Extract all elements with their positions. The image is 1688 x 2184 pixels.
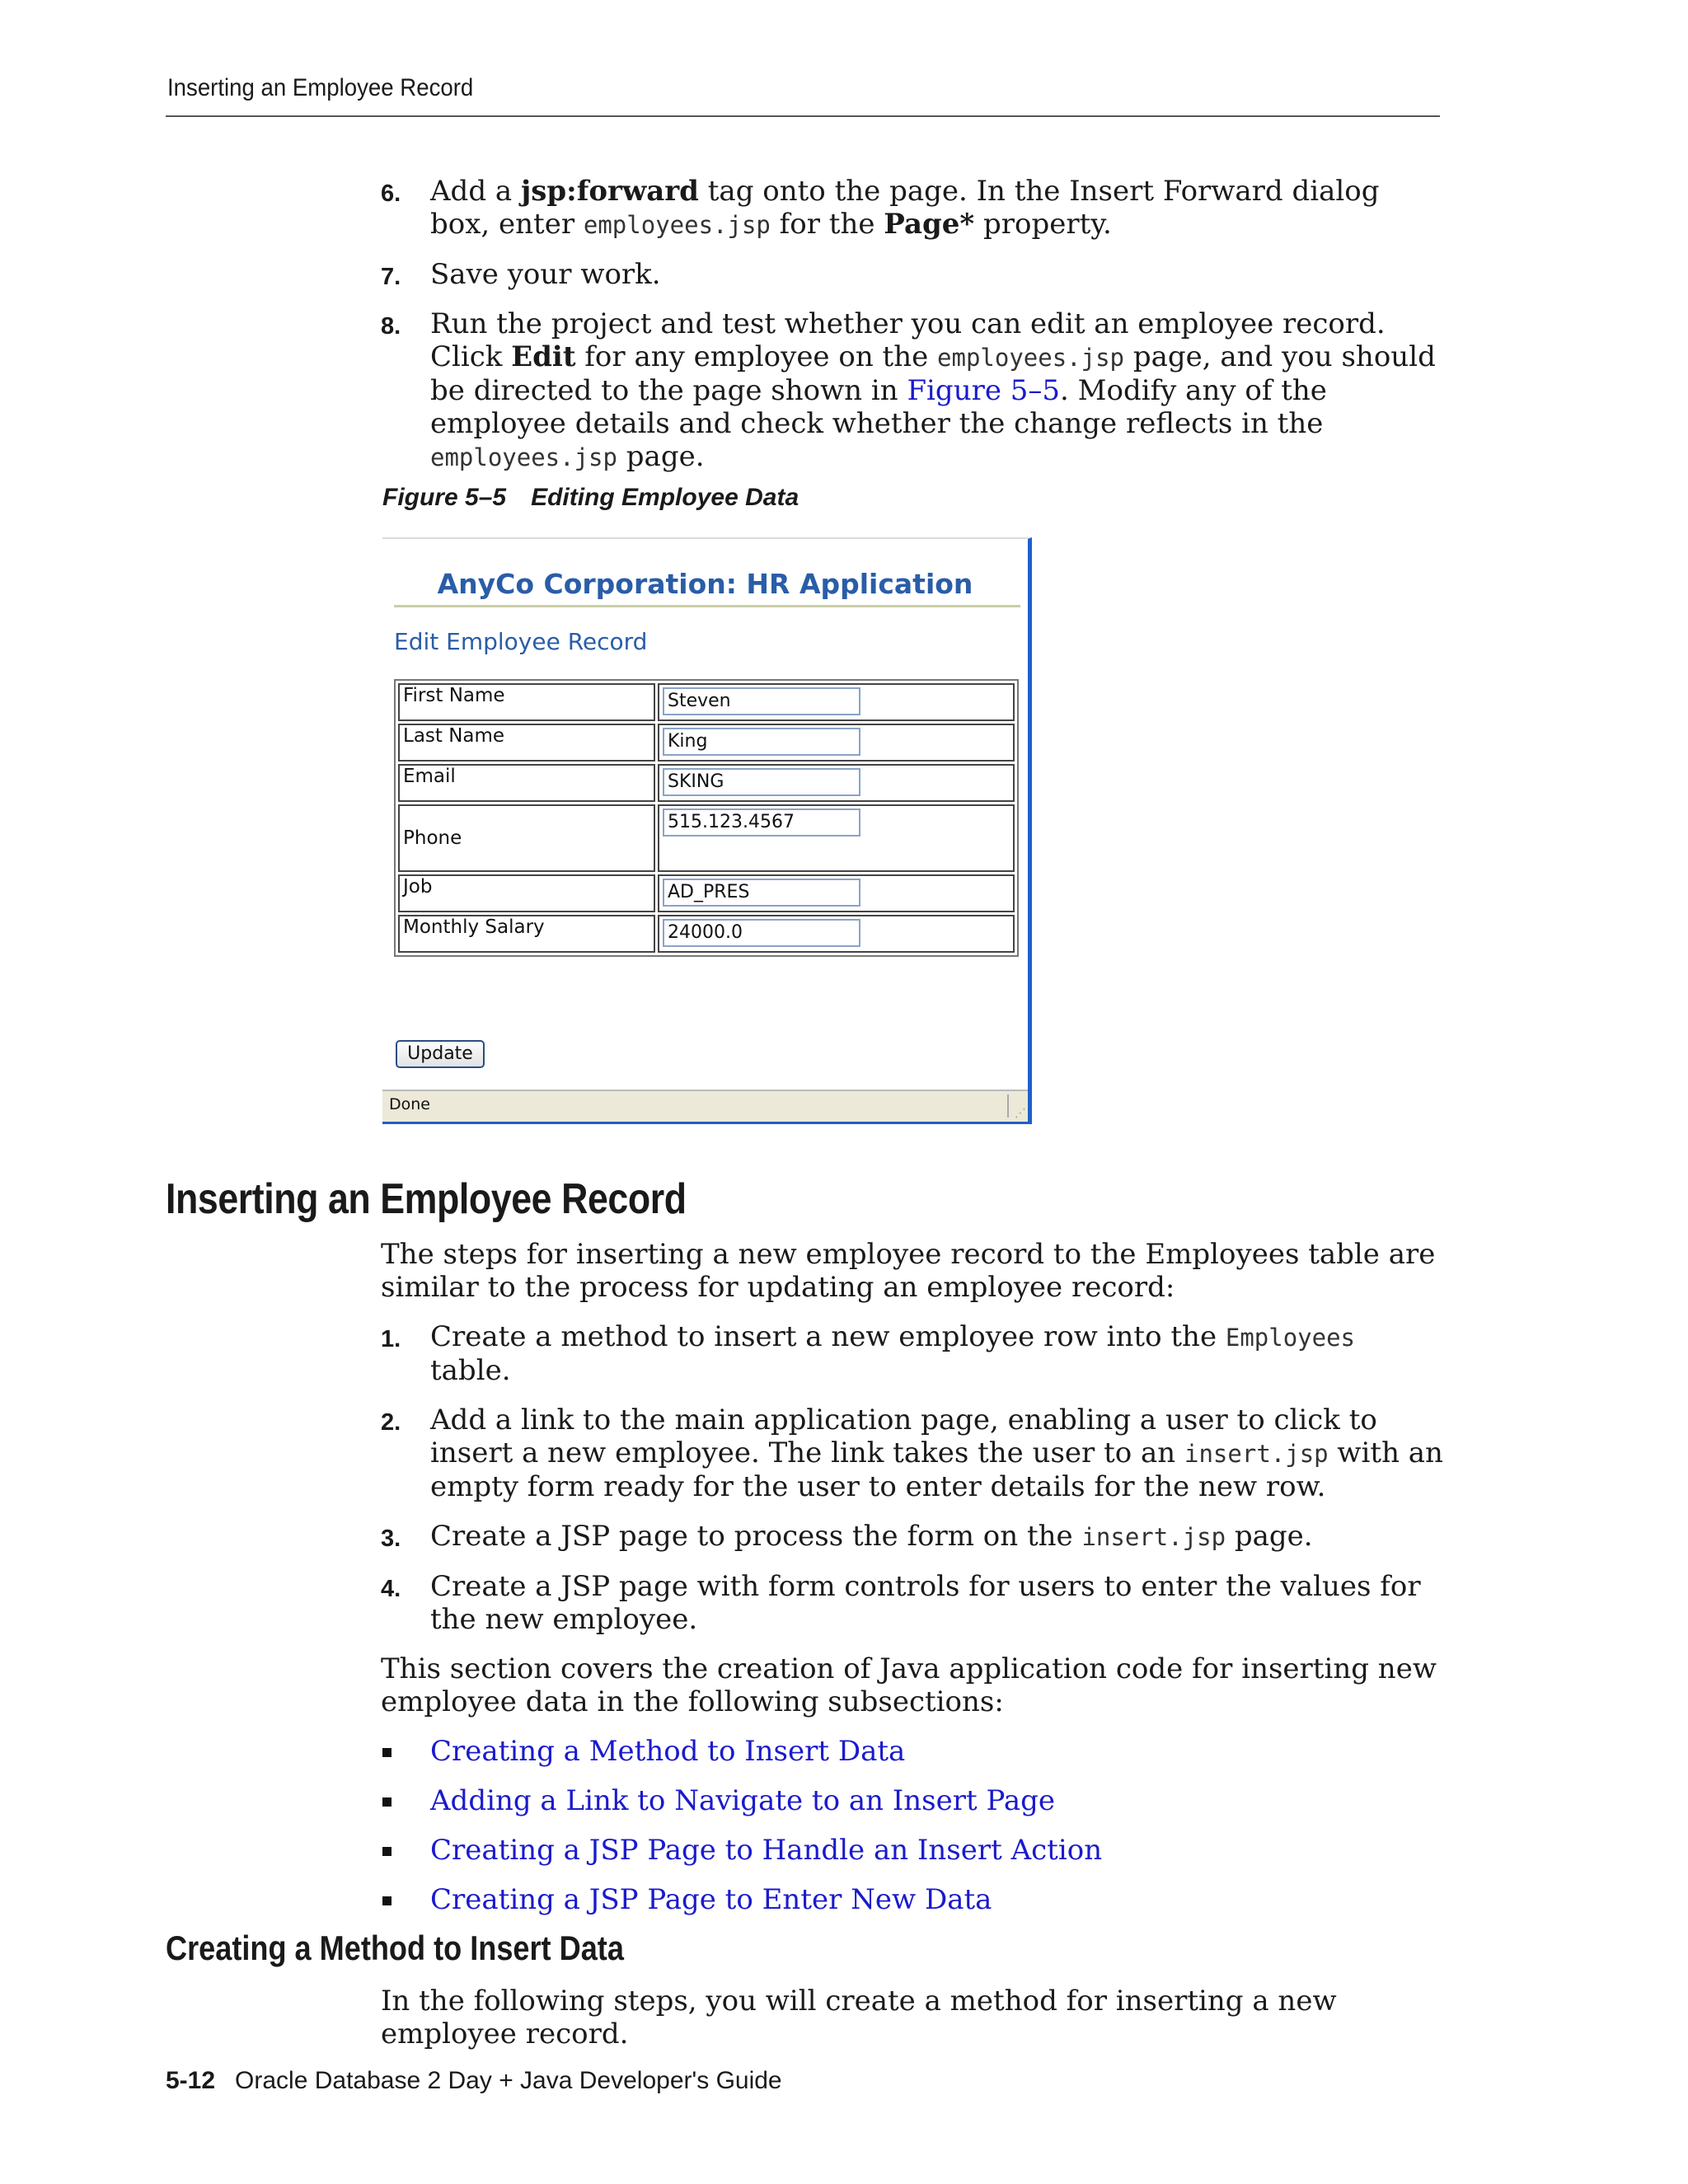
field-cell [658,874,1015,912]
step-text: property. [974,208,1112,241]
step-text: with an empty form ready for the user to enter details for the new row. [430,1436,1443,1503]
step-text: Create a JSP page with form controls for users to enter the values for the new employee. [430,1570,1421,1636]
step-number: 7. [381,264,401,290]
app-title-rule [394,605,1020,607]
header-rule [166,115,1440,117]
subsection-link-item [381,1834,1444,1867]
field-label: Email [398,764,655,802]
step-bold: Edit [511,340,576,373]
subsection-paragraph: In the following steps, you will create a method for inserting a new employee record. [381,1985,1337,2050]
subsection-body [381,1985,1444,2050]
covers-paragraph: This section covers the creation of Java application code for inserting new employee data in the following subsections: [381,1652,1437,1718]
subsection-link-item [381,1784,1444,1817]
field-cell [658,764,1015,802]
code-text: insert.jsp [1081,1523,1226,1551]
step-number: 3. [381,1526,401,1552]
form-row [398,683,1015,721]
code-text: employees.jsp [937,344,1125,372]
step-text: table. [430,1354,511,1387]
bullet-square-icon [382,1797,392,1807]
step-text: . Modify any of the employee details and check whether the change reflects in the [430,374,1327,440]
step-text: Add a link to the main application page, enabling a user to click to insert a new employee. The link takes the user to an [430,1404,1377,1469]
figure-caption [382,484,799,512]
edit-form-table [394,679,1019,957]
form-subtitle: Edit Employee Record [394,628,648,655]
insert-step-1 [381,1320,1444,1387]
insert-step-2 [381,1404,1444,1503]
running-header: Inserting an Employee Record [167,74,474,101]
field-cell [658,915,1015,953]
field-label: First Name [398,683,655,721]
form-row [398,804,1015,872]
steps-top [381,175,1444,474]
status-text: Done [389,1095,430,1113]
form-row [398,764,1015,802]
resize-grip-icon[interactable]: ⋰ [1015,1107,1026,1120]
insert-step-3 [381,1520,1444,1554]
last-name-input[interactable]: King [663,728,860,756]
subsection-link[interactable]: Creating a Method to Insert Data [430,1735,906,1768]
insert-step-4 [381,1570,1444,1636]
step-text: page. [617,440,705,473]
update-button[interactable]: Update [396,1040,485,1068]
app-title: AnyCo Corporation: HR Application [437,568,973,600]
step-text: page, and you should be directed to the page shown in [430,340,1436,407]
page-number: 5-12 [166,2067,216,2094]
field-cell [658,683,1015,721]
browser-status-bar [382,1090,1028,1122]
status-separator [1007,1094,1009,1118]
step-6 [381,175,1444,241]
step-number: 8. [381,313,401,340]
step-bold: Page* [884,208,975,241]
section-body [381,1238,1444,1916]
salary-input[interactable]: 24000.0 [663,919,860,947]
form-row [398,724,1015,762]
step-bold: jsp:forward [520,175,699,208]
figure-title: Editing Employee Data [531,484,799,511]
step-text: page. [1226,1520,1313,1553]
page-footer [166,2067,782,2095]
field-cell [658,804,1015,872]
step-7 [381,258,1444,291]
intro-paragraph: The steps for inserting a new employee record to the Employees table are similar to the process for updating an employee record: [381,1238,1436,1304]
job-input[interactable]: AD_PRES [663,879,860,907]
figure-label: Figure 5–5 [382,484,507,511]
code-text: employees.jsp [430,443,617,471]
bullet-square-icon [382,1847,392,1856]
field-label: Job [398,874,655,912]
book-title: Oracle Database 2 Day + Java Developer's Guide [235,2067,782,2094]
phone-input[interactable]: 515.123.4567 [663,808,860,837]
step-number: 4. [381,1576,401,1602]
bullet-square-icon [382,1896,392,1905]
email-input[interactable]: SKING [663,768,860,796]
figure-link[interactable]: Figure 5–5 [907,374,1061,407]
subsection-link[interactable]: Adding a Link to Navigate to an Insert Page [430,1784,1055,1817]
step-text: for the [770,208,884,241]
subsection-link-item [381,1883,1444,1916]
step-8 [381,307,1444,474]
field-cell [658,724,1015,762]
step-text: Save your work. [430,258,661,291]
subsection-heading: Creating a Method to Insert Data [166,1929,624,1967]
code-text: insert.jsp [1184,1440,1329,1468]
step-number: 6. [381,180,401,207]
step-text: tag onto the page. In the Insert Forward dialog box, enter [430,175,1380,241]
step-text: Create a method to insert a new employee row into the [430,1320,1226,1353]
field-label: Last Name [398,724,655,762]
subsection-link[interactable]: Creating a JSP Page to Enter New Data [430,1883,992,1916]
step-number: 1. [381,1326,401,1352]
code-text: employees.jsp [583,211,771,239]
bullet-square-icon [382,1748,392,1757]
subsection-link[interactable]: Creating a JSP Page to Handle an Insert Action [430,1834,1103,1867]
form-row [398,915,1015,953]
step-text: Add a [430,175,521,208]
step-text: Create a JSP page to process the form on the [430,1520,1082,1553]
subsection-link-item [381,1735,1444,1768]
code-text: Employees [1225,1324,1356,1352]
field-label: Monthly Salary [398,915,655,953]
step-text: for any employee on the [575,340,938,373]
section-heading: Inserting an Employee Record [166,1175,687,1223]
step-text: Run the project and test whether you can edit an employee record. Click [430,307,1386,373]
step-number: 2. [381,1409,401,1436]
form-row [398,874,1015,912]
field-label: Phone [398,804,655,872]
first-name-input[interactable]: Steven [663,687,860,715]
figure-screenshot [382,537,1032,1124]
